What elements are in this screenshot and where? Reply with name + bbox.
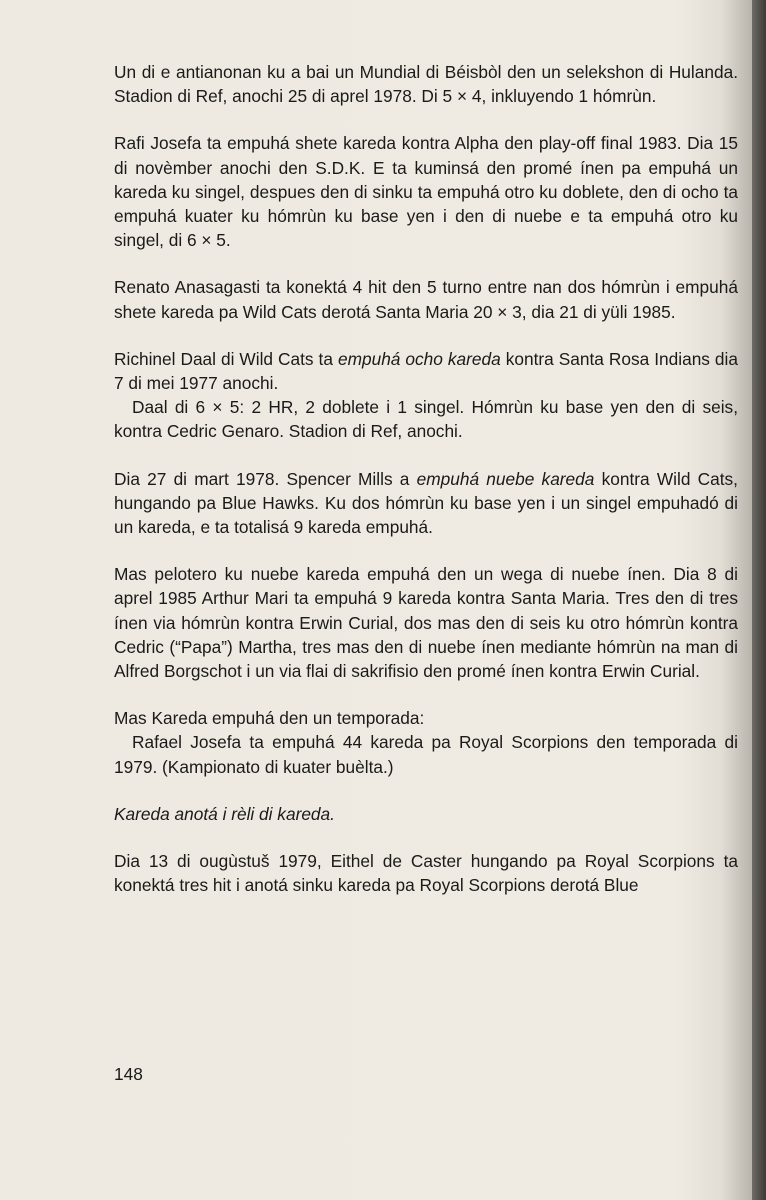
paragraph: Daal di 6 × 5: 2 HR, 2 doblete i 1 singel. Hómrùn ku base yen den di seis, kontra Cedric Genaro. Stadion di Ref, anochi.	[114, 397, 738, 442]
paragraph: Mas Kareda empuhá den un temporada:	[114, 708, 425, 729]
paragraph: Un di e antianonan ku a bai un Mundial di Béisbòl den un selekshon di Hulanda. Stadion di Ref, anochi 25 di aprel 1978. Di 5 × 4, inkluyendo 1 hómrùn.	[114, 62, 738, 107]
text-run: Dia 27 di mart 1978. Spencer Mills a	[114, 468, 417, 489]
emphasis: empuhá nuebe kareda	[416, 468, 595, 489]
paragraph: Renato Anasagasti ta konektá 4 hit den 5 turno entre nan dos hómrùn i empuhá shete kareda pa Wild Cats derotá Santa Maria 20 × 3, dia 21 di yüli 1985.	[114, 277, 738, 322]
paragraph: Dia 13 di ougùstuš 1979, Eithel de Caster hungando pa Royal Scorpions ta konektá tres hit i anotá sinku kareda pa Royal Scorpions derotá Blue	[114, 851, 738, 896]
page-number: 148	[114, 1064, 143, 1084]
paragraph	[114, 347, 738, 395]
book-edge	[752, 0, 766, 1200]
text-run: kontra Santa Rosa Indians dia 7 di mei 1977 anochi.	[114, 348, 738, 394]
text-run: kontra Wild Cats, hungando pa Blue Hawks. Ku dos hómrùn ku base yen i un singel empuhadó di un kareda, e ta totalisá 9 kareda empuhá.	[114, 468, 738, 538]
paragraph: Rafael Josefa ta empuhá 44 kareda pa Royal Scorpions den temporada di 1979. (Kampionato di kuater buèlta.)	[114, 732, 738, 777]
text-run: Richinel Daal di Wild Cats ta	[114, 348, 338, 369]
emphasis: empuhá ocho kareda	[337, 348, 501, 369]
paragraph	[114, 467, 738, 540]
paragraph: Mas pelotero ku nuebe kareda empuhá den un wega di nuebe ínen. Dia 8 di aprel 1985 Arthur Mari ta empuhá 9 kareda kontra Santa Maria. Tres den di tres ínen via hómrùn kontra Erwin Curial, dos mas den di seis ku otro hómrùn kontra Cedric (“Papa”) Martha, tres mas den di nuebe ínen mediante hómrùn na man di Alfred Borgschot i un via flai di sakrifisio den promé ínen kontra Erwin Curial.	[114, 564, 738, 682]
emphasis: Kareda anotá i rèli di kareda.	[114, 803, 335, 824]
body-text	[114, 60, 738, 920]
paragraph: Rafi Josefa ta empuhá shete kareda kontra Alpha den play-off final 1983. Dia 15 di novèmber anochi den S.D.K. E ta kuminsá den promé ínen pa empuhá un kareda ku singel, despues den di sinku ta empuhá otro ku doblete, den di ocho ta empuhá kuater ku hómrùn ku base yen i den di nuebe e ta empuhá otro ku singel, di 6 × 5.	[114, 133, 738, 251]
section-heading	[114, 802, 738, 826]
